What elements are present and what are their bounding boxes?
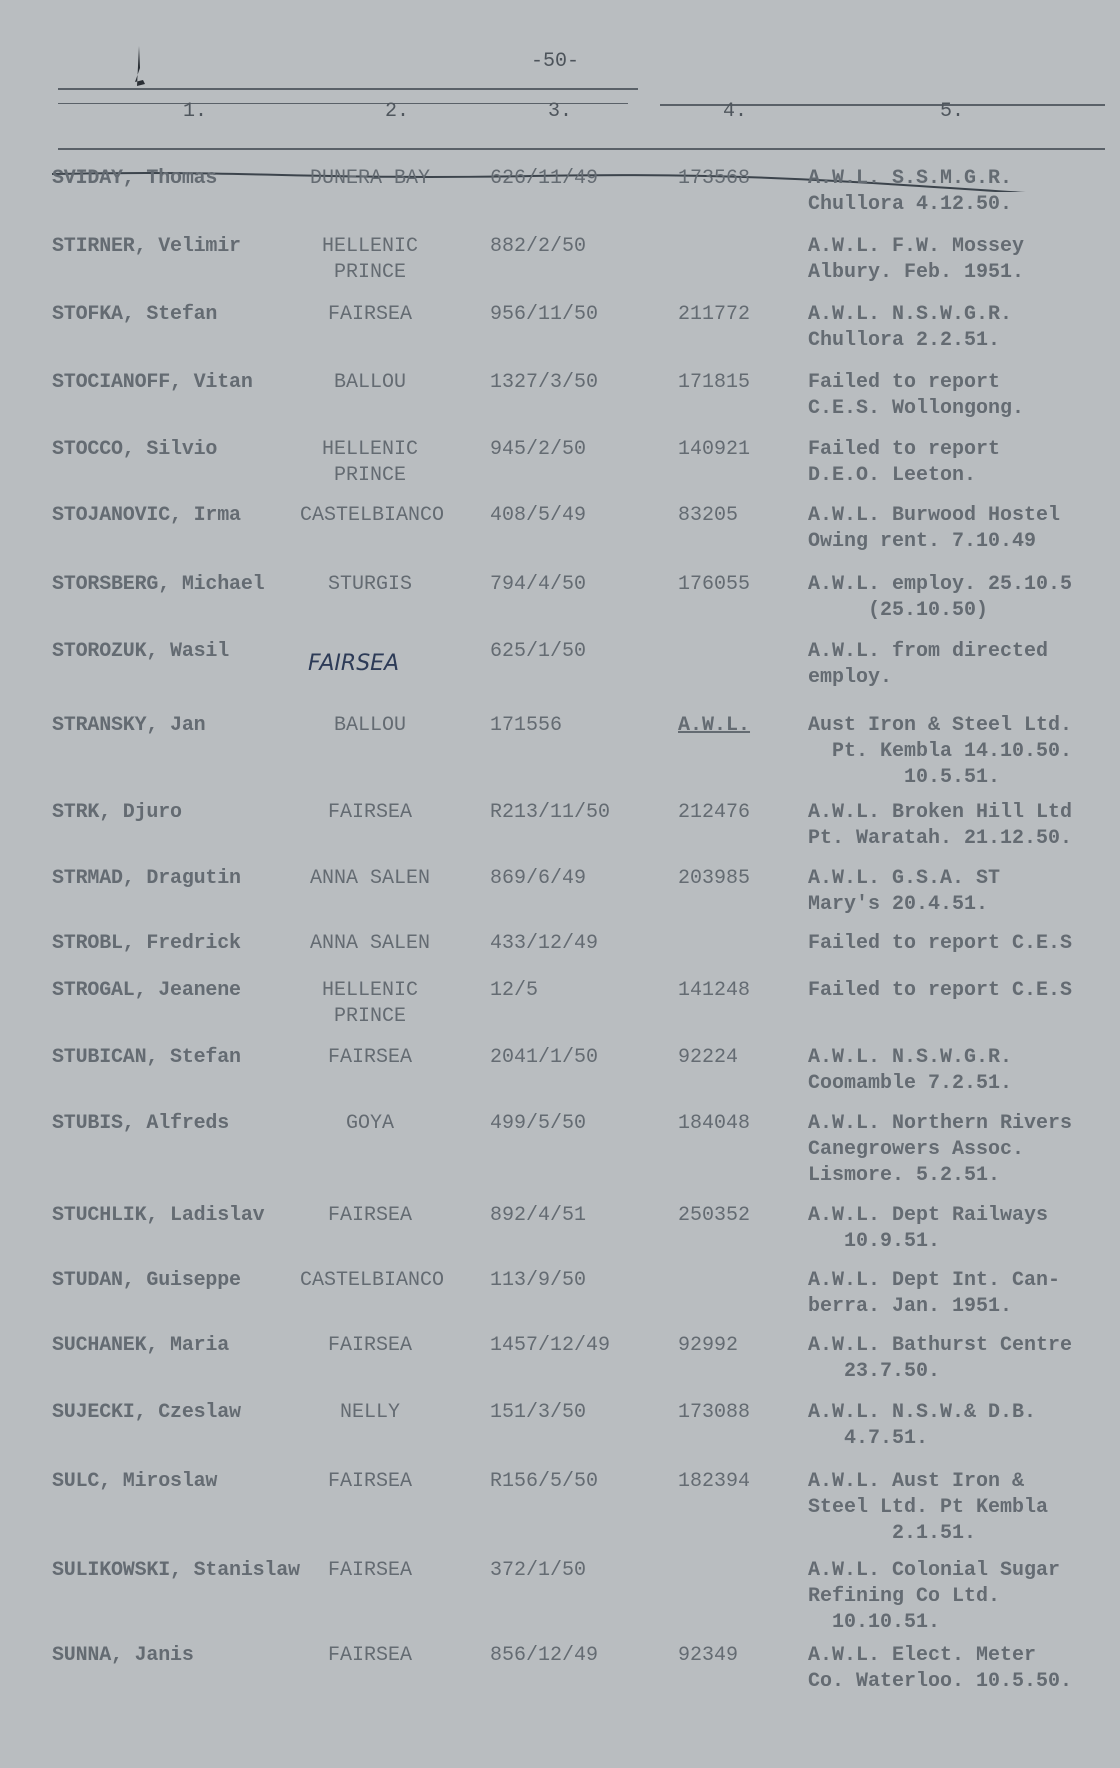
cell-remarks: A.W.L. Aust Iron & Steel Ltd. Pt Kembla 2.1.51. (808, 1470, 1049, 1545)
cell-ship: FAIRSEA (327, 303, 412, 326)
table-row (0, 1203, 1110, 1263)
cell-name: STRMAD, Dragutin (52, 867, 241, 890)
cell-number: 203985 (678, 867, 751, 890)
cell-name: STRANSKY, Jan (52, 714, 206, 737)
table-row (0, 572, 1110, 632)
cell-name: STROGAL, Jeanene (52, 979, 241, 1002)
cell-reference: 794/4/50 (490, 573, 587, 596)
cell-remarks: A.W.L. N.S.W.G.R. Coomamble 7.2.51. (808, 1046, 1013, 1095)
cell-name: SUNNA, Janis (52, 1644, 194, 1667)
table-row (0, 1400, 1110, 1460)
cell-ship: FAIRSEA (327, 1046, 412, 1069)
column-header-1: 1. (183, 100, 208, 123)
table-row (0, 639, 1110, 699)
cell-number: 92349 (678, 1644, 739, 1667)
cell-number: 212476 (678, 801, 751, 824)
cell-ship: STURGIS (327, 573, 412, 596)
cell-number: 250352 (678, 1204, 751, 1227)
cell-reference: 945/2/50 (490, 438, 587, 461)
cell-remarks: A.W.L. Bathurst Centre 23.7.50. (808, 1334, 1073, 1383)
cell-ship: BALLOU (333, 714, 406, 737)
cell-ship: FAIRSEA (327, 801, 412, 824)
cell-remarks: A.W.L. Broken Hill Ltd Pt. Waratah. 21.12.50. (808, 801, 1073, 850)
cell-number: 173088 (678, 1401, 751, 1424)
table-row (0, 503, 1110, 563)
cell-remarks: A.W.L. Dept Int. Can- berra. Jan. 1951. (808, 1269, 1061, 1318)
cell-ship: FAIRSEA (327, 1470, 412, 1493)
cell-ship: HELLENIC PRINCE (321, 438, 418, 487)
table-row (0, 1558, 1110, 1634)
cell-number: 211772 (678, 303, 751, 326)
table-row (0, 866, 1110, 926)
cell-ship: NELLY (339, 1401, 400, 1424)
cell-reference: 956/11/50 (490, 303, 599, 326)
cell-reference: R213/11/50 (490, 801, 611, 824)
cell-name: SVIDAY, Thomas (52, 167, 218, 190)
cell-number: 171815 (678, 371, 751, 394)
cell-remarks: Failed to report C.E.S (808, 932, 1073, 955)
cell-name: STUCHLIK, Ladislav (52, 1204, 265, 1227)
table-row (0, 800, 1110, 860)
cell-number: 173568 (678, 167, 751, 190)
cell-reference: 892/4/51 (490, 1204, 587, 1227)
cell-ship: ANNA SALEN (309, 867, 431, 890)
column-header-2: 2. (385, 100, 410, 123)
cell-number: 182394 (678, 1470, 751, 1493)
cell-ship: FAIRSEA (327, 1334, 412, 1357)
cell-number: 92224 (678, 1046, 739, 1069)
cell-name: STUDAN, Guiseppe (52, 1269, 241, 1292)
cell-ship: FAIRSEA (327, 1644, 412, 1667)
cell-name: SUCHANEK, Maria (52, 1334, 230, 1357)
cell-number: 140921 (678, 438, 751, 461)
page-number: -50- (530, 50, 579, 73)
cell-reference: 372/1/50 (490, 1559, 587, 1582)
cell-ship: ANNA SALEN (309, 932, 431, 955)
cell-ship: FAIRSEA (327, 1559, 412, 1582)
cell-number: 176055 (678, 573, 751, 596)
cell-number: 141248 (678, 979, 751, 1002)
table-row (0, 713, 1110, 789)
cell-name: SUJECKI, Czeslaw (52, 1401, 241, 1424)
table-row (0, 1333, 1110, 1393)
column-header-4: 4. (723, 100, 748, 123)
table-row (0, 437, 1110, 497)
cell-reference: 856/12/49 (490, 1644, 599, 1667)
cell-reference: R156/5/50 (490, 1470, 599, 1493)
table-row (0, 302, 1110, 362)
header-rule (58, 148, 1105, 150)
cell-name: SULIKOWSKI, Stanislaw (52, 1559, 300, 1582)
table-row (0, 978, 1110, 1038)
cell-reference: 12/5 (490, 979, 539, 1002)
cell-name: STUBICAN, Stefan (52, 1046, 241, 1069)
top-rule-left (58, 88, 638, 90)
table-row (0, 234, 1110, 294)
cell-ship: CASTELBIANCO (300, 1269, 445, 1292)
cell-reference: 171556 (490, 714, 563, 737)
table-row (0, 1643, 1110, 1703)
cell-ship: GOYA (345, 1112, 394, 1135)
cell-remarks: Failed to report D.E.O. Leeton. (808, 438, 1001, 487)
cell-reference: 151/3/50 (490, 1401, 587, 1424)
table-row (0, 1469, 1110, 1545)
cell-number: 83205 (678, 504, 739, 527)
cell-remarks: A.W.L. G.S.A. ST Mary's 20.4.51. (808, 867, 1001, 916)
table-row (0, 370, 1110, 430)
cell-ship: HELLENIC PRINCE (321, 235, 418, 284)
cell-ship: HELLENIC PRINCE (321, 979, 418, 1028)
column-headers (0, 100, 1110, 130)
cell-name: STUBIS, Alfreds (52, 1112, 230, 1135)
column-header-5: 5. (940, 100, 965, 123)
cell-ship: FAIRSEA (308, 651, 400, 676)
table-row (0, 1268, 1110, 1328)
cell-name: STOFKA, Stefan (52, 303, 218, 326)
cell-number: A.W.L. (678, 714, 751, 737)
cell-reference: 2041/1/50 (490, 1046, 599, 1069)
cell-remarks: A.W.L. Burwood Hostel Owing rent. 7.10.49 (808, 504, 1061, 553)
cell-remarks: A.W.L. Dept Railways 10.9.51. (808, 1204, 1049, 1253)
cell-remarks: Aust Iron & Steel Ltd. Pt. Kembla 14.10.50. 10.5.51. (808, 714, 1073, 789)
cell-reference: 869/6/49 (490, 867, 587, 890)
cell-reference: 625/1/50 (490, 640, 587, 663)
cell-reference: 1327/3/50 (490, 371, 599, 394)
cell-remarks: A.W.L. F.W. Mossey Albury. Feb. 1951. (808, 235, 1025, 284)
cell-remarks: Failed to report C.E.S (808, 979, 1073, 1002)
table-row (0, 166, 1110, 226)
cell-name: STOCCO, Silvio (52, 438, 218, 461)
column-header-3: 3. (548, 100, 573, 123)
cell-remarks: Failed to report C.E.S. Wollongong. (808, 371, 1025, 420)
cell-ship: BALLOU (333, 371, 406, 394)
cell-remarks: A.W.L. S.S.M.G.R. Chullora 4.12.50. (808, 167, 1013, 216)
table-row (0, 1111, 1110, 1187)
cell-remarks: A.W.L. Colonial Sugar Refining Co Ltd. 10.10.51. (808, 1559, 1061, 1634)
cell-number: 184048 (678, 1112, 751, 1135)
cell-reference: 882/2/50 (490, 235, 587, 258)
cell-remarks: A.W.L. from directed employ. (808, 640, 1049, 689)
cell-name: STOROZUK, Wasil (52, 640, 230, 663)
cell-reference: 433/12/49 (490, 932, 599, 955)
cell-remarks: A.W.L. Northern Rivers Canegrowers Assoc. Lismore. 5.2.51. (808, 1112, 1073, 1187)
cell-remarks: A.W.L. N.S.W.& D.B. 4.7.51. (808, 1401, 1037, 1450)
cell-name: STOJANOVIC, Irma (52, 504, 241, 527)
cell-number: 92992 (678, 1334, 739, 1357)
cell-reference: 408/5/49 (490, 504, 587, 527)
cell-name: SULC, Miroslaw (52, 1470, 218, 1493)
cell-name: STROBL, Fredrick (52, 932, 241, 955)
cell-ship: CASTELBIANCO (300, 504, 445, 527)
cell-ship: FAIRSEA (327, 1204, 412, 1227)
table-row (0, 1045, 1110, 1105)
cell-name: STIRNER, Velimir (52, 235, 241, 258)
cell-name: STOCIANOFF, Vitan (52, 371, 253, 394)
cell-reference: 1457/12/49 (490, 1334, 611, 1357)
cell-remarks: A.W.L. employ. 25.10.5 (25.10.50) (808, 573, 1073, 622)
cell-remarks: A.W.L. N.S.W.G.R. Chullora 2.2.51. (808, 303, 1013, 352)
cell-reference: 113/9/50 (490, 1269, 587, 1292)
cell-name: STORSBERG, Michael (52, 573, 265, 596)
cell-name: STRK, Djuro (52, 801, 182, 824)
cell-remarks: A.W.L. Elect. Meter Co. Waterloo. 10.5.50. (808, 1644, 1073, 1693)
cell-ship: DUNERA BAY (309, 167, 431, 190)
cell-reference: 499/5/50 (490, 1112, 587, 1135)
cell-reference: 626/11/49 (490, 167, 599, 190)
